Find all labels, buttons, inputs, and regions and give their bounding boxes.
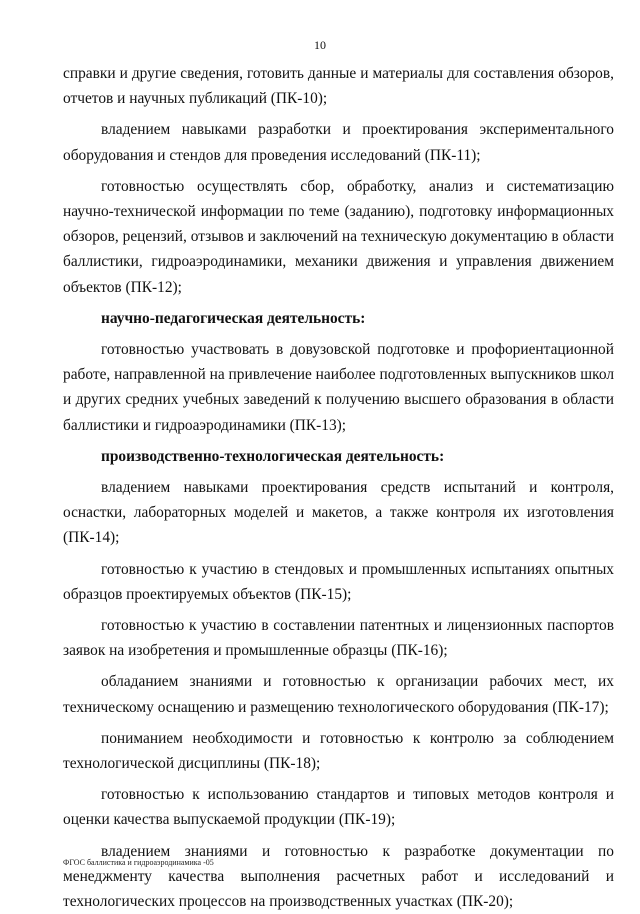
paragraph-pk-15: готовностью к участию в стендовых и промышленных испытаниях опытных образцов проектируемых объектов (ПК-15); [63,560,614,603]
document-footer: ФГОС баллистика и гидроаэродинамика -05 [63,858,214,867]
section-heading-scientific-pedagogical: научно-педагогическая деятельность: [101,309,366,327]
paragraph-pk-16: готовностью к участию в составлении патентных и лицензионных паспортов заявок на изобретения и промышленные образцы (ПК-16); [63,617,614,660]
paragraph-pk-17: обладанием знаниями и готовностью к организации рабочих мест, их техническому оснащению и размещению технологического оборудования (ПК-17); [63,673,614,716]
paragraph-pk-19: готовностью к использованию стандартов и типовых методов контроля и оценки качества выпускаемой продукции (ПК-19); [63,786,614,829]
paragraph-pk-10: справки и другие сведения, готовить данные и материалы для составления обзоров, отчетов и научных публикаций (ПК-10); [63,65,614,108]
paragraph-pk-20: владением знаниями и готовностью к разработке документации по менеджменту качества выполнения расчетных работ и исследований и технологических процессов на производственных участках (ПК-20); [63,842,614,911]
paragraph-pk-18: пониманием необходимости и готовностью к контролю за соблюдением технологической дисциплины (ПК-18); [63,729,614,773]
document-body [63,61,614,914]
paragraph-pk-13: готовностью участвовать в довузовской подготовке и профориентационной работе, направленной на привлечение наиболее подготовленных выпускников школ и других средних учебных заведений к получению высшего образования в области баллистики и гидроаэродинамики (ПК-13); [63,341,614,434]
paragraph-pk-12: готовностью осуществлять сбор, обработку, анализ и систематизацию научно-технической информации по теме (заданию), подготовку информационных обзоров, рецензий, отзывов и заключений на техническую документацию в области баллистики, гидроаэродинамики, механики движения и управления движением объектов (ПК-12); [63,177,614,296]
paragraph-pk-11: владением навыками разработки и проектирования экспериментального оборудования и стендов для проведения исследований (ПК-11); [63,121,614,164]
section-heading-production-technological: производственно-технологическая деятельность: [101,447,445,465]
page-number: 10 [314,38,326,52]
paragraph-pk-14: владением навыками проектирования средств испытаний и контроля, оснастки, лабораторных моделей и макетов, а также контроля их изготовления (ПК-14); [63,479,614,547]
